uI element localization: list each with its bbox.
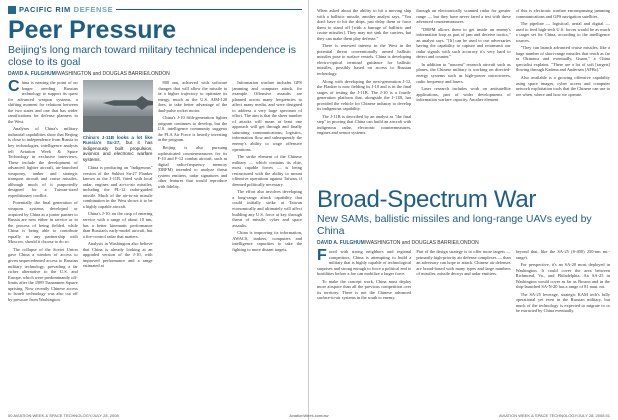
paragraph: Along with developing the next-generation J-12, the Flanker is now fielding its J-10 and is in the final stages of testing the J-11B. The J-10 is a fourth-generation platform that, alongside the J-11B, has provided the vehicle for Chinese industry to develop its indigenous capability. (317, 78, 412, 112)
paragraph: The effort also involves developing a long-range attack capability that could initially strike at Taiwan economically and ultimately will affect building any U.S. force at key through threat of missile, cyber and space assaults. (232, 189, 302, 228)
paragraph: China's J-10 fifth-generation fighter program continues to develop, but the U.S. intelligence community suggests the PLA Air Force is heavily investing in the program. (157, 115, 228, 143)
paragraph: In addition to "nascent" research aircraft such as planes, the Chinese military is working on directed-energy systems such as high-power microwaves, radio frequency and lasers. (416, 61, 511, 84)
byline (8, 71, 302, 77)
column-1 (317, 8, 411, 186)
paragraph: aced with strong neighbors and regional competitors, China is attempting to build a military that is highly capable of technological surprises and strong enough to force a political end to hostilities before a foe can mobilize a larger force. (317, 249, 412, 277)
section-label (19, 5, 113, 14)
caption-bold: China's J-11B looks a lot like Russia's Su-27, (82, 135, 153, 146)
paragraph: Laser research includes work on antisatellite applications, part of wider developments of information warfare capacity. Another element (416, 86, 511, 103)
byline (317, 240, 610, 246)
column-3 (516, 8, 610, 186)
deck: New SAMs, ballistic missiles and long-range UAVs eyed by China (317, 213, 592, 237)
continued-columns (317, 8, 610, 186)
column-1 (317, 249, 411, 316)
paragraph: of this is electronic warfare encompassing jamming communications and GPS navigation satellites. (515, 8, 610, 19)
jet-silhouette (103, 96, 153, 110)
paragraph: Also available is a growing offensive capability using space images, cyber access and computer network exploitation tools that the Chinese can use to see when, where and how we operate. (515, 75, 610, 97)
footer-right: AVIATION WEEK & SPACE TECHNOLOGY/JULY 28, 2008 51 (499, 413, 610, 418)
section-label-sub: DEFENSE (73, 5, 114, 14)
footer-left: 50 AVIATION WEEK & SPACE TECHNOLOGY/JULY 28, 2008 (8, 413, 119, 418)
section-rule (116, 9, 302, 10)
paragraph: beyond that, like the SA-25 (S-400) 250-nm mi.-range). (515, 249, 610, 260)
footer-url[interactable]: AviationWeek.com/aw (289, 413, 329, 418)
caption-rest: but it has indigenously built propulsion, avionics and electronic warfare systems. (82, 140, 153, 162)
paragraph: 800 nm, achieved with software changes that will allow the missile to be a higher trajectory to optimize its energy, much as the U.S. AIM-120 does, to take better advantage of the dual-pulse rocket motor. (157, 80, 228, 113)
column-4 (232, 80, 302, 304)
paragraph: China is producing an "indigenous" version of the Sukhoi Su-27 Flanker known as the J-11B, fitted with local radar, engines and air-to-air missiles, including the PL-12 radar-guided missile. Much of the air-to-air missile combination in the West shows it to be a highly capable aircraft. (82, 165, 153, 209)
byline-names: DAVID A. FULGHUM (317, 240, 365, 246)
paragraph: Analysts in Washington also believe that China is already looking at an upgraded version of the J-10, with improved performance and a range estimated at (82, 241, 153, 269)
j11b-photo (83, 80, 153, 132)
right-page (309, 0, 618, 420)
paragraph: Part of the design strategy is to offer more targets — primarily high-priority air defense complexes — than an adversary can hope to attack. Chinese air defenses are broad-based with many types and large numbers of missiles, missile decoys and radar emitters. (416, 249, 511, 277)
column-3 (516, 249, 610, 316)
column-2 (416, 249, 510, 316)
byline-rest: /WASHINGTON and DOUGLAS BARRIE/LONDON (364, 240, 479, 246)
paragraph: China's J-10, on the cusp of entering service with a range of about 10 nm, has a better kinematic performance than Russian's early-model aircraft, but a fire-control radar that matters. (82, 211, 153, 239)
section-band-accent (8, 6, 16, 14)
drop-cap: C (8, 80, 20, 95)
paragraph: To make the concept work, China must deploy more airspace than all the previous competition over its territory. There is not the Chinese advanced surface-to-air systems in the south to enemy. (317, 278, 412, 301)
headline: Peer Pressure (8, 16, 177, 44)
paragraph: Analyses of China's military industrial capabilities show that Beijing is close to independence from Russia in key technologies, intelligence analysts tell Aviation Week & Space Technology in exclusive interviews. These include the development of advanced fighter aircraft, air-launched weaponry, tanker and strategic transport aircraft and cruise missiles, although much of it purportedly designed for a Taiwan-sized expeditionary conflict. (8, 126, 78, 198)
byline-rest: /WASHINGTON and DOUGLAS BARRIE/LONDON (55, 71, 170, 77)
column-2 (83, 80, 153, 304)
paragraph: The strike element of the Chinese military — which contains its elite, most capable forces — is being restructured with the ability to mount offensive operations against Taiwan, if deemed politically necessary. (232, 154, 302, 187)
byline-names: DAVID A. FULGHUM (8, 71, 56, 77)
photo-ground (83, 116, 153, 132)
headline: Broad-Spectrum War (317, 186, 537, 213)
deck: Beijing's long march toward military technical independence is close to its goal (8, 44, 296, 68)
column-2 (416, 8, 510, 186)
paragraph: "They can launch advanced cruise missiles, like a large number of short-range missiles that reach as far as Okinawa and eventually, Guam," a China specialist explains. "There are a lot of soft [targets] flowing through Kadena and Andersen [AFBs]." (515, 45, 610, 73)
paragraph: For perspective, it's an SA-20 most deployed in Washington. It could cover the area between Richmond, Va., and Philadelphia. An SA-25 in Washington would cover as far as Boston and in the ship-launched SA-N-20 has a range of 81 naut. mi. (515, 262, 610, 290)
photo-caption (83, 135, 153, 162)
paragraph: When asked about the ability to hit a moving ship with a ballistic missile, another analyst says, "You don't have to hit the ships, just delay them or force them to stand off [with a barrage of ballistic and cruise missiles]. They may not sink the carriers, but they can make them play defense." (317, 8, 412, 41)
paragraph: Information warfare includes GPS jamming and computer attack, for example. Offensive assaults are planned across many frequencies to affect many media, and were designed to address a very large spectrum of effort. The aim is that the sheer number of attacks will mean at least one approach will get through and finally saturating communications, logistics, information flow and subsequently the enemy's ability to wage offensive operations. (232, 80, 302, 152)
section-label-main: PACIFIC RIM (19, 5, 71, 14)
page-footer (0, 413, 618, 418)
article-columns (8, 80, 302, 304)
paragraph: "DRFM allows them to get inside an enemy's information loop as part of jam and deceive tactics," an analyst says. "[It] can be used to cue adversaries having the capability to capture and retransmit our radar signals with such accuracy it's very hard to detect and counter." (416, 26, 511, 60)
paragraph: The pipeline — logistical, aerial and digital — used to feed high-tech U.S. forces would be as much a target set for China, according to the intelligence sources. (515, 21, 610, 43)
article-columns (317, 249, 610, 316)
drop-cap: F (317, 249, 327, 264)
paragraph: Potentially the final generation of weapons systems developed or acquired by China as a junior partner to Russia are now either in service or in the process of being fielded, while China is being able to contribute equally to any partnership with Moscow, should it choose to do so. (8, 200, 78, 245)
paragraph: The SA-25 leverage, strategic KAM tech's fully operational yet even in the Russian military, but much of the technology is expected to migrate to or be extracted by China eventually. (515, 291, 610, 314)
paragraph: China is improving its information, AWACS, tankers, computers and intelligence capacities to take the fighting to more distant targets. (232, 230, 302, 252)
second-article (317, 188, 610, 316)
paragraph: There is renewed interest in the West in the potential threat conventionally armed ballistic missiles pose to surface vessels. China is developing electro-optical terminal guidance for ballistic missiles, possibly based on access to Russian technology. (317, 43, 412, 77)
paragraph: through an electronically scanned radar for greater range — but they have never fared a test with these advanced countermeasures. (416, 8, 511, 25)
paragraph: The J-11B is described by an analyst as "the final step" in proving that China can build an aircraft with indigenous radar, electronic countermeasures, engines and sensor systems. (317, 113, 412, 136)
paragraph: The collapse of the Soviet Union gave China a window of access to given unprecedented access to Russian military technology, prevailing a far richer alternative to the U.S. and Europe, which were predominantly off-limits after the 1989 Tiananmen Square uprising. Now recently Chinese access to Israeli technology was also cut off by pressure from Washington. (8, 246, 78, 302)
column-3 (158, 80, 228, 304)
section-band (8, 5, 302, 14)
paragraph: Beijing is also pursuing sophisticated countermeasures for its F-10 and F-12 combat aircraft, such as digital radio-frequency memory (DRFM) intended to analyze threat system emitters, radar signatures and other features that would reproduce with fidelity. (157, 145, 228, 189)
paragraph: hina is nearing the point of no longer needing Russian technology to support its quest for advanced weapon systems, a shifting moment for relations between the two states and one that has wider ramifications for defense planners in the West. (8, 80, 78, 124)
column-1 (8, 80, 78, 304)
